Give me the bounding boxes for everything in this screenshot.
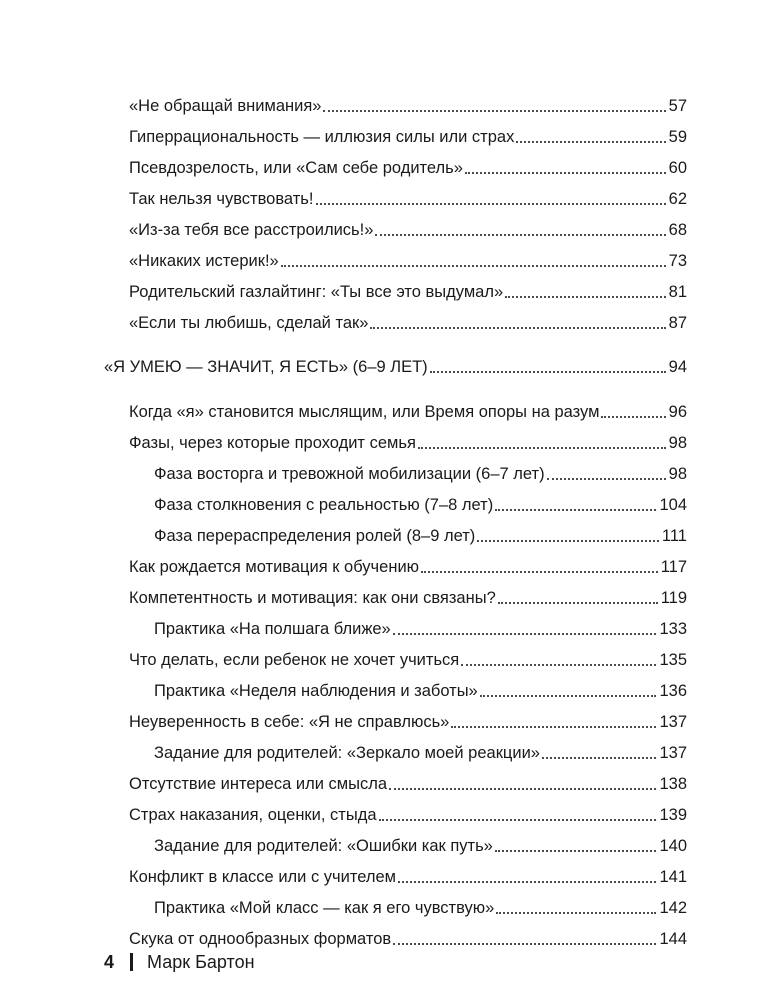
toc-entry-title: Задание для родителей: «Зеркало моей реакции» (154, 744, 540, 762)
toc-subentry[interactable] (154, 890, 687, 918)
toc-entry-title: Задание для родителей: «Ошибки как путь» (154, 837, 493, 855)
toc-leader-dots (495, 850, 657, 852)
toc-entry[interactable] (129, 704, 687, 732)
toc-entry-page: 137 (659, 744, 687, 762)
toc-entry-title: Неуверенность в себе: «Я не справлюсь» (129, 713, 450, 731)
footer-author: Марк Бартон (147, 951, 255, 972)
footer-separator (130, 953, 133, 971)
toc-entry[interactable] (129, 150, 687, 178)
toc-entry-page: 59 (668, 128, 687, 146)
toc-leader-dots (430, 371, 666, 373)
toc-entry-title: Скука от однообразных форматов (129, 930, 392, 948)
toc-entry[interactable] (129, 797, 687, 825)
toc-entry-page: 96 (668, 403, 687, 421)
toc-entry-title: «Если ты любишь, сделай так» (129, 314, 369, 332)
toc-entry-page: 133 (659, 620, 687, 638)
toc-entry[interactable] (129, 394, 687, 422)
toc-entry-page: 141 (659, 868, 687, 886)
toc-entry-title: Фаза столкновения с реальностью (7–8 лет) (154, 496, 494, 514)
toc-entry-page: 144 (659, 930, 687, 948)
toc-leader-dots (477, 540, 659, 542)
toc-leader-dots (281, 265, 666, 267)
toc-entry[interactable] (129, 305, 687, 333)
toc-entry-title: Псевдозрелость, или «Сам себе родитель» (129, 159, 463, 177)
toc-subentry[interactable] (154, 487, 687, 515)
toc-entry-title: «Не обращай внимания» (129, 97, 322, 115)
toc-leader-dots (461, 664, 656, 666)
toc-chapter-entry[interactable] (104, 349, 687, 377)
toc-entry-page: 142 (659, 899, 687, 917)
toc-leader-dots (379, 819, 657, 821)
toc-entry[interactable] (129, 766, 687, 794)
toc-leader-dots (465, 172, 666, 174)
toc-entry-title: Фаза восторга и тревожной мобилизации (6–7 лет) (154, 465, 545, 483)
toc-leader-dots (323, 110, 665, 112)
toc-leader-dots (375, 234, 665, 236)
toc-subentry[interactable] (154, 735, 687, 763)
toc-entry[interactable] (129, 921, 687, 949)
toc-entry-page: 60 (668, 159, 687, 177)
toc-entry[interactable] (129, 212, 687, 240)
toc-entry-title: Гиперрациональность — иллюзия силы или страх (129, 128, 515, 146)
toc-entry[interactable] (129, 859, 687, 887)
toc-entry[interactable] (129, 119, 687, 147)
toc-leader-dots (421, 571, 658, 573)
toc-leader-dots (516, 141, 665, 143)
toc-entry-title: Конфликт в классе или с учителем (129, 868, 397, 886)
toc-subentry[interactable] (154, 828, 687, 856)
page-footer (104, 950, 255, 974)
toc-entry-page: 81 (668, 283, 687, 301)
toc-entry-title: Практика «На полшага ближе» (154, 620, 391, 638)
toc-entry-page: 135 (659, 651, 687, 669)
toc-entry-page: 140 (659, 837, 687, 855)
toc-entry-page: 139 (659, 806, 687, 824)
toc-subentry[interactable] (154, 456, 687, 484)
toc-entry-page: 136 (659, 682, 687, 700)
toc-subentry[interactable] (154, 518, 687, 546)
toc-entry-title: «Никаких истерик!» (129, 252, 279, 270)
toc-entry-page: 94 (668, 358, 687, 376)
toc-leader-dots (451, 726, 656, 728)
toc-subentry[interactable] (154, 611, 687, 639)
toc-entry-page: 68 (668, 221, 687, 239)
toc-leader-dots (480, 695, 657, 697)
toc-entry-title: Что делать, если ребенок не хочет учиться (129, 651, 460, 669)
toc-entry-page: 119 (660, 589, 687, 607)
toc-entry-title: Родительский газлайтинг: «Ты все это выдумал» (129, 283, 504, 301)
toc-entry[interactable] (129, 549, 687, 577)
toc-entry-page: 98 (668, 434, 687, 452)
toc-leader-dots (495, 509, 656, 511)
toc-entry-title: Компетентность и мотивация: как они связаны? (129, 589, 496, 607)
toc-subentry[interactable] (154, 673, 687, 701)
toc-entry-page: 138 (659, 775, 687, 793)
toc-leader-dots (393, 633, 657, 635)
toc-leader-dots (389, 788, 656, 790)
toc-entry-title: Так нельзя чувствовать! (129, 190, 314, 208)
toc-leader-dots (398, 881, 656, 883)
toc-entry-title: Отсутствие интереса или смысла (129, 775, 388, 793)
toc-entry[interactable] (129, 580, 687, 608)
toc-chapter-title: «Я УМЕЮ — ЗНАЧИТ, Я ЕСТЬ» (6–9 ЛЕТ) (104, 358, 428, 376)
toc-entry-page: 73 (668, 252, 687, 270)
toc-entry[interactable] (129, 274, 687, 302)
toc-entry[interactable] (129, 181, 687, 209)
toc-entry[interactable] (129, 425, 687, 453)
toc-entry-title: Когда «я» становится мыслящим, или Время опоры на разум (129, 403, 600, 421)
toc-entry-title: Практика «Мой класс — как я его чувствую» (154, 899, 495, 917)
toc-entry-page: 117 (660, 558, 687, 576)
toc-entry-page: 57 (668, 97, 687, 115)
toc-entry[interactable] (129, 642, 687, 670)
toc-leader-dots (496, 912, 656, 914)
toc-entry-title: Фазы, через которые проходит семья (129, 434, 416, 452)
footer-page-number: 4 (104, 951, 115, 972)
toc-entry-title: Страх наказания, оценки, стыда (129, 806, 377, 824)
toc-leader-dots (547, 478, 666, 480)
toc-entry-title: Практика «Неделя наблюдения и заботы» (154, 682, 478, 700)
toc-entry-title: Как рождается мотивация к обучению (129, 558, 420, 576)
toc-entry-title: «Из-за тебя все расстроились!» (129, 221, 374, 239)
toc-entry-page: 111 (661, 527, 687, 545)
toc-leader-dots (393, 943, 656, 945)
toc-leader-dots (498, 602, 658, 604)
toc-entry-page: 98 (668, 465, 687, 483)
toc-leader-dots (505, 296, 665, 298)
toc-leader-dots (418, 447, 666, 449)
toc-leader-dots (542, 757, 656, 759)
toc-entry-title: Фаза перераспределения ролей (8–9 лет) (154, 527, 476, 545)
toc-leader-dots (316, 203, 666, 205)
toc-entry[interactable] (129, 88, 687, 116)
toc-entry-page: 104 (659, 496, 687, 514)
toc-entry-page: 87 (668, 314, 687, 332)
toc-leader-dots (601, 416, 665, 418)
toc-leader-dots (370, 327, 665, 329)
toc-entry-page: 137 (659, 713, 687, 731)
toc-entry[interactable] (129, 243, 687, 271)
toc-entry-page: 62 (668, 190, 687, 208)
